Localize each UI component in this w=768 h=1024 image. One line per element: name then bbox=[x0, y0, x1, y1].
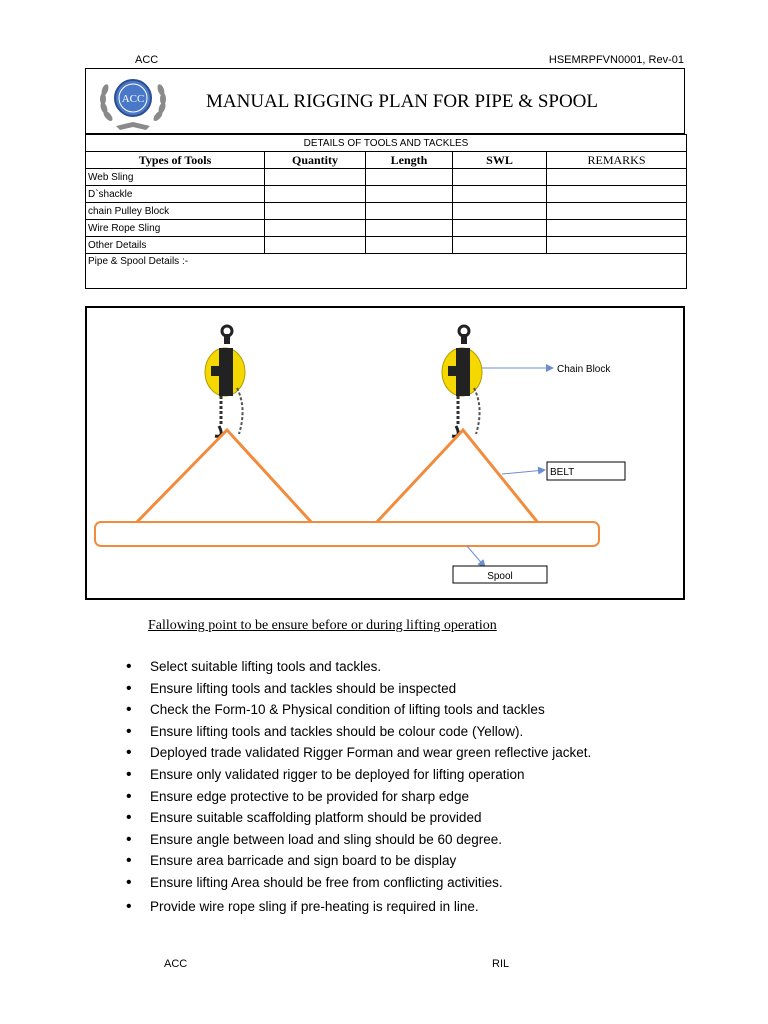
swl-cell bbox=[453, 186, 547, 203]
chain-block-label: Chain Block bbox=[557, 364, 611, 375]
swl-cell bbox=[453, 237, 547, 254]
list-item: • Ensure lifting tools and tackles should be colour code (Yellow). bbox=[120, 721, 720, 743]
points-heading: Fallowing point to be ensure before or during lifting operation bbox=[148, 618, 497, 633]
remarks-cell bbox=[547, 220, 687, 237]
list-item: • Check the Form-10 & Physical condition of lifting tools and tackles bbox=[120, 699, 720, 721]
table-row bbox=[86, 169, 687, 186]
tool-name: Other Details bbox=[86, 237, 265, 254]
tool-name: Wire Rope Sling bbox=[86, 220, 265, 237]
remarks-cell bbox=[547, 237, 687, 254]
chain-block-right bbox=[442, 326, 482, 436]
quantity-cell bbox=[265, 237, 366, 254]
title-box bbox=[85, 68, 685, 134]
list-item: • Ensure edge protective to be provided for sharp edge bbox=[120, 786, 720, 808]
list-item: • Provide wire rope sling if pre-heating is required in line. bbox=[120, 896, 720, 918]
list-item: • Ensure suitable scaffolding platform should be provided bbox=[120, 807, 720, 829]
col-header-quantity: Quantity bbox=[265, 152, 366, 169]
quantity-cell bbox=[265, 169, 366, 186]
tool-name: chain Pulley Block bbox=[86, 203, 265, 220]
table-row bbox=[86, 186, 687, 203]
quantity-cell bbox=[265, 203, 366, 220]
chain-block-left bbox=[205, 326, 245, 436]
remarks-cell bbox=[547, 186, 687, 203]
list-item: • Ensure lifting tools and tackles should be inspected bbox=[120, 678, 720, 700]
list-item: • Ensure area barricade and sign board to be display bbox=[120, 850, 720, 872]
logo-text: ACC bbox=[121, 93, 145, 105]
col-header-types: Types of Tools bbox=[86, 152, 265, 169]
list-item: • Select suitable lifting tools and tackles. bbox=[120, 656, 720, 678]
list-item: • Ensure angle between load and sling should be 60 degree. bbox=[120, 829, 720, 851]
rigging-diagram bbox=[85, 306, 685, 600]
swl-cell bbox=[453, 169, 547, 186]
col-header-length: Length bbox=[366, 152, 453, 169]
quantity-cell bbox=[265, 220, 366, 237]
swl-cell bbox=[453, 203, 547, 220]
length-cell bbox=[366, 169, 453, 186]
swl-cell bbox=[453, 220, 547, 237]
footer-right-text: RIL bbox=[492, 958, 510, 970]
col-header-swl: SWL bbox=[453, 152, 547, 169]
footer-left-text: ACC bbox=[164, 958, 188, 970]
list-item: • Ensure only validated rigger to be deployed for lifting operation bbox=[120, 764, 720, 786]
spool-shape bbox=[95, 522, 599, 546]
tool-name: D`shackle bbox=[86, 186, 265, 203]
tool-name: Web Sling bbox=[86, 169, 265, 186]
list-item: • Ensure lifting Area should be free from conflicting activities. bbox=[120, 872, 720, 894]
acc-logo bbox=[94, 72, 172, 134]
belt-label: BELT bbox=[550, 467, 575, 478]
lifting-points-list bbox=[120, 656, 720, 917]
tools-table bbox=[85, 134, 687, 289]
quantity-cell bbox=[265, 186, 366, 203]
length-cell bbox=[366, 186, 453, 203]
remarks-cell bbox=[547, 169, 687, 186]
length-cell bbox=[366, 237, 453, 254]
list-item: • Deployed trade validated Rigger Forman and wear green reflective jacket. bbox=[120, 742, 720, 764]
table-row bbox=[86, 237, 687, 254]
col-header-remarks: REMARKS bbox=[547, 152, 687, 169]
pipe-spool-details: Pipe & Spool Details :- bbox=[86, 254, 687, 289]
belt-slings bbox=[135, 430, 539, 524]
length-cell bbox=[366, 203, 453, 220]
remarks-cell bbox=[547, 203, 687, 220]
table-row bbox=[86, 203, 687, 220]
table-row bbox=[86, 220, 687, 237]
tools-section-title: DETAILS OF TOOLS AND TACKLES bbox=[86, 135, 687, 152]
document-code: HSEMRPFVN0001, Rev-01 bbox=[548, 54, 684, 66]
spool-label: Spool bbox=[487, 571, 513, 582]
length-cell bbox=[366, 220, 453, 237]
page-title: MANUAL RIGGING PLAN FOR PIPE & SPOOL bbox=[206, 91, 598, 112]
header-left-text: ACC bbox=[135, 54, 159, 66]
